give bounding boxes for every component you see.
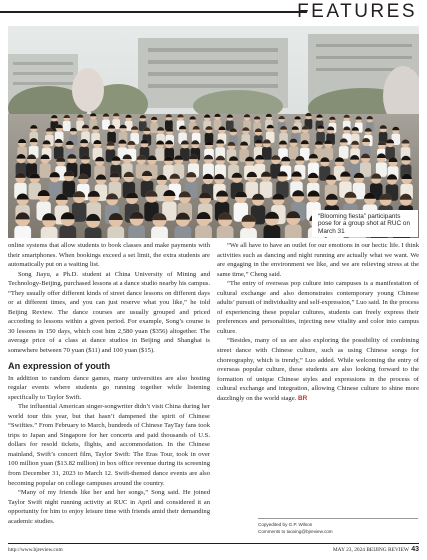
section-title: FEATURES — [297, 1, 417, 22]
paragraph: online systems that allow students to book classes and make payments with their smartphones. When bookings exceed a set limit, the extra students are automatically put on a waiting list. — [8, 242, 210, 269]
paragraph: In addition to random dance games, many universities are also hosting regular events where students go running together while listening specifically to Taylor Swift. — [8, 374, 210, 401]
paragraph: “The entry of overseas pop culture into campuses is a manifestation of cultural exchange and also demonstrates contemporary young Chinese adults’ pursuit of individuality and self-expression,” Luo said. In the process of experiencing these popular cultures, students can freely express their preferences and personalities, injecting new vitality and color into campus culture. — [217, 280, 419, 335]
article-right-column — [217, 241, 419, 403]
dancer-body — [150, 123, 158, 133]
section-header — [0, 0, 427, 22]
dancer-body — [217, 226, 234, 238]
comments-email[interactable]: Comments to taoxing@bjreview.com — [258, 528, 333, 534]
paragraph: “Many of my friends like her and her songs,” Song said. He joined Taylor Swift night running activity at RUC in April and considered it an opportunity for him to enjoy leisure time with friends amid their demanding academic studies. — [8, 489, 210, 525]
paragraph: “We all have to have an outlet for our emotions in our hectic life. I think activities such as dancing and night running are actually what we want. We are engaging in the environment we like, and we are relieving stress at the same time,” Cheng said. — [217, 242, 419, 278]
credits — [258, 518, 418, 535]
dancer-body — [285, 224, 302, 238]
page-footer — [8, 543, 419, 555]
paragraph: Song Jiayu, a Ph.D. student at China University of Mining and Technology-Beijing, purchased lessons at a dance studio nearby his campus. “They usually offer different kinds of street dance lessons on different days or at different times, and you can just reserve what you like,” he told Beijing Review. The dance courses are usually grouped and priced according to lessons within a given period. For example, Song’s course is 30 lessons in 150 days, which cost him 2,580 yuan ($356) altogether. The average price of a class at dance studios in Beijing and Shanghai is somewhere between 70 yuan ($11) and 100 yuan ($15). — [8, 270, 210, 355]
dancer-body — [264, 225, 281, 238]
group-photo-image — [8, 26, 419, 238]
dancer-body — [155, 148, 165, 161]
paragraph-text: “Besides, many of us are also exploring the possibility of combining street dance with Chinese culture, such as using Chinese songs for choreography, which is trendy,” Luo added. While welcoming the entry of overseas popular culture, these students are also looking forward to the formation of unique Chinese styles and expressions in the process of cultural exchange and integration, allowing Chinese culture to shine more dazzlingly on the world stage. — [217, 337, 419, 402]
dancer-body — [107, 132, 116, 144]
paragraph — [217, 336, 419, 403]
dancer-body — [240, 228, 257, 238]
group-photo — [8, 26, 419, 238]
br-end-mark-icon: BR — [297, 394, 308, 402]
dancer-body — [63, 121, 71, 131]
dancer-body — [14, 226, 31, 238]
dancer-body — [151, 226, 168, 238]
copyedit-credit: Copyedited by G.P. Wilson — [258, 522, 313, 527]
footer-url[interactable]: http://www.bjreview.com — [8, 547, 63, 553]
paragraph: The influential American singer-songwriter didn’t visit China during her world tour this year, but that hasn’t dampened the spirit of Chinese “Swifties.” From February to March, hundreds of Chinese TayTay fans took trips to Japan and Singapore for her concerts and paid thousands of U.S. dollars for resold tickets, flights, and accommodation. In the Chinese mainland, Swift’s concert film, Taylor Swift: The Eras Tour, took in over 100 million yuan ($13.82 million) in box office revenue during its screening from December 31, 2023 to March 12. Swift-themed dance events are also becoming popular on college campuses around the country. — [8, 403, 210, 487]
photo-caption: “Blooming fiesta” participants pose for a group shot at RUC on March 31 — [312, 210, 418, 237]
dancer-body — [40, 163, 51, 178]
article-left-column — [8, 241, 210, 526]
section-heading: An expression of youth — [8, 360, 111, 371]
dancer-body — [85, 227, 102, 238]
dancer-body — [195, 225, 212, 238]
dancer-body — [59, 226, 76, 239]
dancer-body — [128, 225, 145, 238]
dancer-body — [107, 226, 124, 238]
page-number: 43 — [411, 546, 419, 553]
header-rule-line — [0, 11, 307, 13]
footer-issue: MAY 23, 2024 BEIJING REVIEW — [332, 547, 409, 553]
dancer-body — [174, 226, 191, 238]
dancer-body — [41, 227, 58, 238]
dancer-body — [339, 146, 349, 159]
